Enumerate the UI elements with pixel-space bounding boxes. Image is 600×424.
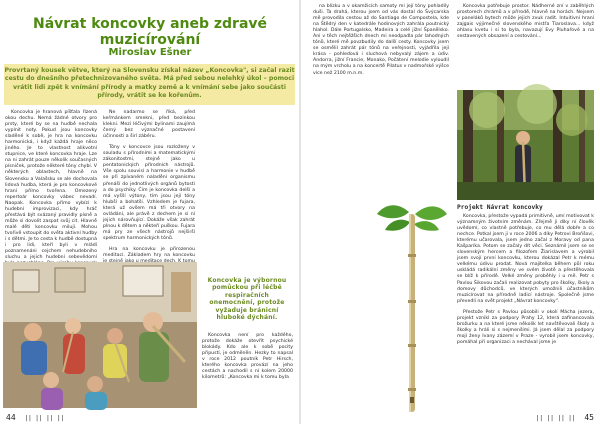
right-column-3 [457,214,594,410]
page-marks: || || || || [24,415,65,422]
left-column-3 [202,333,293,409]
paragraph: Tóny v koncovce jsou rozloženy v souladu s přírodními a matematickými zákonitostmi, stejně jako u pentatonických přírodních nástrojů. Vše spolu souvisí a harmonie v hudbě se při zpívaném naladění organismu přenáší do jednotlivých orgánů bytosti a do psychiky. Čím je koncovka delší a má vyšší výtony, tím jsou její tóny hlubší a bohatší. Vzhledem je fujara, která už ovšem má tři otvory na ovládání, ale právě z dechem je si ní jejich nárovňující. Dokáže však zahrát plnou k dětem a někteří puškou. Fujara má pry ze všech nástrojů nejširší spektrum harmonických tónů. [103,145,195,241]
article-author: Miroslav Ešner [108,47,192,58]
paragraph: na blízku a v okamžicích samoty mi její tóny pohladily duši. Ta drahá, kterou jsem od vás dostal do Švýcarska mě provodila cestou až do Santiago de Compostela, kde na Štědrý den v katedrále hodinových zahrála poutnický hlahol. Dále Portugalsko, Madeira a celé jižní Španělsko. Ani v těch nejtěžších dnech mi neodpadla pár lahodných tónů, které mě povzbudily do další cesty. Koncovky jsem se osmělil zahrát pár tónů na veřejnosti, vyjádřila její krása - pohledová i sluchová nebyvalý zájem a údiv. Andorra, jižní Francie, Monako, Počátení melodie vyloudil na mým vrcholu a na koncertě Pilatus v nadmořské výšce více než 2100 m.n.m. [313,4,449,76]
forest-photo [457,90,594,200]
page-number-right [536,413,594,422]
photo-caption: Projekt Návrat koncovky [457,204,543,211]
paragraph: Koncovka, přestože vypadá primitivně, umí motivovat k významným životním změnám. Zřejmě ji díky ní člověk uvědomí, co vlastně potřebuje, co mu dělá dobře a co nechce. Potkal jsem ji v roce 2006 a díky Petrovi Broňšovi, kterému učarovala, jsem jedno začal z Moravy od pana Kašparíka. Potom se začaly dít věci. Seznámil jsem se se slovenským hercem a filozofem Žiarislavem a výrobil jsem svojí první koncovku, kterou dokázal Petr k mému velkému údivu prodat. Nová majitelka během půl roku uskládá radikální změny ve svém životě a přestěhovala se blíž k přírodě. Velké změny proběhly i u mě. Petr s Pavlou Šikovou začali realizovat pobyty pro školky, školy a domovy důchodců, ve kterých umožnili účastníkům muzicírovat na přírodně ladicí nástroje. Společně jsme převedli na svět projekt „Návrat koncovky". [457,214,594,304]
right-column-1 [313,4,449,188]
page-number-left [6,413,64,422]
paragraph: Přestože Petr s Pavlou působili v okolí Mácha jezera, projekt vznikl za podpory Prahy 12, která zafinancovala brožurku a na které jsme několik let navštěvovali školy a školky a hráli si s nejmenšími. Já jsem dělal za podpory mojí ženy Ivany zázemí v Praze - vyrobil jsem koncovky, pomáhal při organizaci a nechával jsme je [457,309,594,345]
page-number: 44 [6,413,16,422]
paragraph: Hra na koncovku je přirozenou meditací. Základem hry na koncovku [103,246,195,259]
paragraph: Koncovka není pro každého, protože dokáže otevřít psychické blokády. Kdo ale k sobě pocity připustí, je odměněn. Hezky to napsal v roce 2012 poutník Petr Hirsch, kterého koncovka provází na jeho cestách a nachodil s ní kolem 20000 kilometrů: „Koncovka mi k tomu byla [202,333,293,381]
koncovka-flute-image [375,192,449,414]
left-column-2 [103,110,195,259]
paragraph: Koncovka potřebuje prostor. Nádherné zní v zaběhlých prostorech chrámů a v přírodě, hlavně na horách. Nejsem v paneláků bytech může jejich zvuk radit. Intuitivní hraní zajgais výjimečné slovenského mistřa Tiaroslava... když ohlasu kvetu i si to byla, navazují Evy Pluhařové a na sestavených obsazení a cestování... [457,4,594,40]
article-title: Návrat koncovky aneb zdravé muzicírování [32,16,268,48]
page-marks: || || || || [535,415,576,422]
page-number: 45 [584,413,594,422]
classroom-photo-image [3,262,197,408]
right-page [301,0,600,424]
forest-photo-image [457,90,594,200]
pull-quote: Koncovka je výbornou pomůckou při léčbě respiračních onemocnění, protože vyžaduje bránicní hluboké dýchání. [207,277,287,322]
right-column-2 [457,4,594,88]
koncovka-illustration [375,192,449,414]
classroom-photo [3,262,197,408]
paragraph: Ne nadarmo se říká, před keřmánkem smekni, před bezinkou klekni. Mezi léčivými bylinami zaujímá černý bez význačné postavení účinnosti a širí zábéru. [103,110,195,140]
article-lead: Provrtaný kousek větve, který na Slovensku získal název „Koncovka", si začal razit cestu do dnešního přetechnizovaného světa. Má před sebou nelehký úkol – pomoci vrátit lidi zpět k vnímání přírody a matky země a k vnímání sebe jako součásti přírody, vrátit se ke kořenům. [4,64,295,105]
paragraph: Koncovka je hranová píšťala řízená okou dechu. Nemá žádné otvory pro prsty, které by se na hudbě nechala vyplnit noty. Pokud jsou koncovky sladěné k sobě, je hra na koncovku harmonická, i když každá hraje něco jiného. Je to vlastnost alikvotní stupnice, ve které koncovka hraje. Lze na ni zahrát pouze několik současných písniček, protože některé tóny chybí. V některých oblastech, hlavně na Slovensku a Valašsku se ale dochovala lidová hudba, která je pro koncovkové hraní přímo tvořena. Omezený repertoár koncovky vábec nevadí. Naopak. Koncovka přímo vybízí k hudební improvizaci, kdy hráč přestává být svázaný pravidly písně a může si dovolit zaspat svůj cit. Hlavně malé děti koncovku milují. Mohou tvořivě vstoupit do světa aktivní hudby i s dětmi. Je to cesta k hudbě dostupná i pro lidi, kteří byli v mládí poznamenáni cejchem nehudebního sluchu a jejich hudební sebevědomí [5,110,97,261]
left-page [0,0,299,424]
